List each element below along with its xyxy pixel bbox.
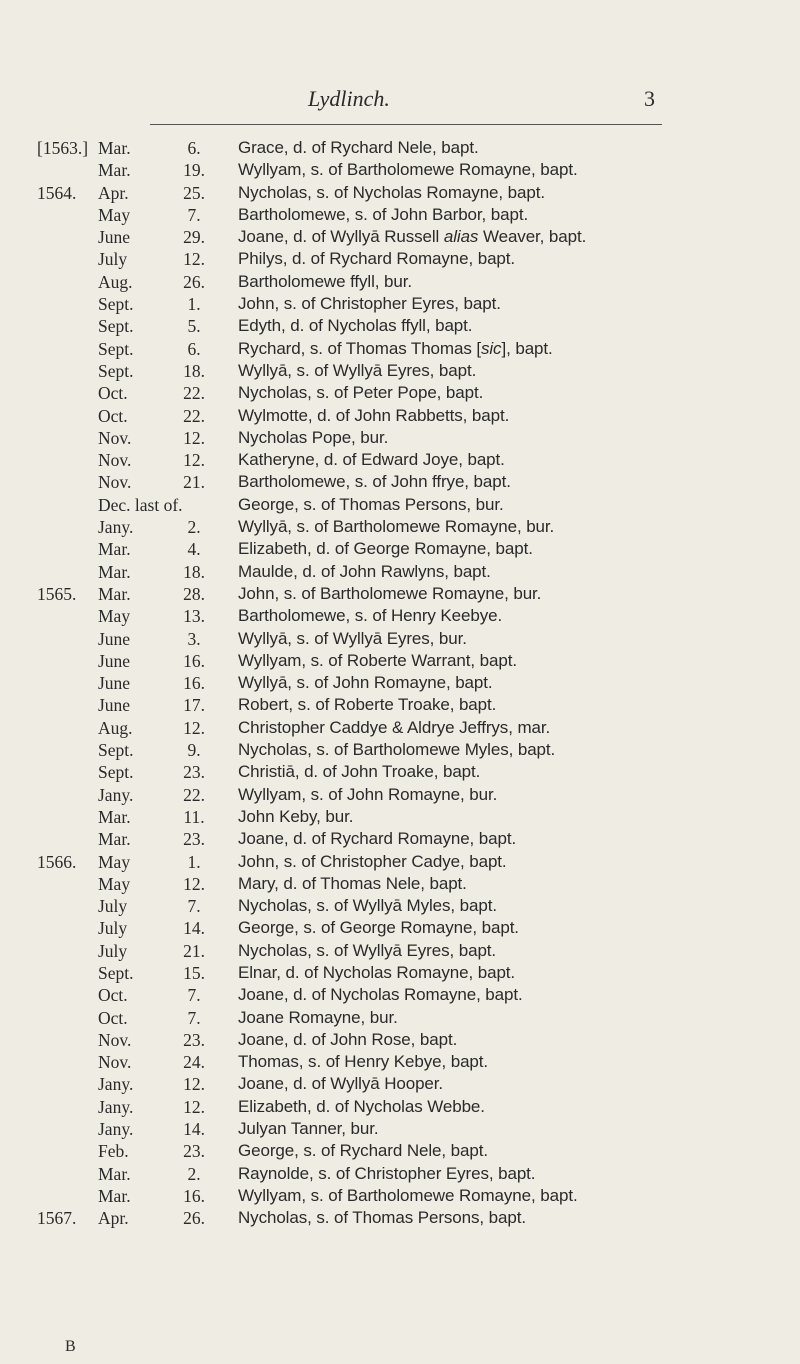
entry-month: July bbox=[98, 918, 128, 939]
register-entry bbox=[0, 984, 800, 1006]
register-entry bbox=[0, 382, 800, 404]
register-entry bbox=[0, 828, 800, 850]
entry-month: May bbox=[98, 606, 131, 627]
register-entry bbox=[0, 338, 800, 360]
entry-month: Nov. bbox=[98, 450, 132, 471]
entry-year: 1565. bbox=[37, 583, 77, 604]
entry-text: Nycholas, s. of Bartholomewe Myles, bapt. bbox=[238, 740, 556, 760]
entry-day: 11. bbox=[183, 806, 205, 827]
register-entry bbox=[0, 895, 800, 917]
register-entry bbox=[0, 494, 800, 516]
page-title: Lydlinch. bbox=[308, 86, 390, 111]
entry-day: 25. bbox=[183, 182, 205, 203]
entry-text: Wyllyā, s. of Wyllyā Eyres, bur. bbox=[238, 628, 467, 648]
register-entry bbox=[0, 137, 800, 159]
entry-text: Bartholomewe, s. of Henry Keebye. bbox=[238, 606, 503, 626]
entry-day: 15. bbox=[183, 962, 205, 983]
entry-day: 18. bbox=[183, 360, 205, 381]
entry-day: 12. bbox=[183, 717, 205, 738]
entry-month: Sept. bbox=[98, 740, 134, 761]
entry-text: Bartholomewe ffyll, bur. bbox=[238, 271, 412, 291]
entry-text: Edyth, d. of Nycholas ffyll, bapt. bbox=[238, 316, 473, 336]
register-entry bbox=[0, 962, 800, 984]
entry-text: Christiā, d. of John Troake, bapt. bbox=[238, 762, 481, 782]
register-entry bbox=[0, 851, 800, 873]
entry-text: George, s. of George Romayne, bapt. bbox=[238, 918, 519, 938]
register-entry bbox=[0, 940, 800, 962]
entry-day: 12. bbox=[183, 1096, 205, 1117]
entry-day: 2. bbox=[187, 1163, 201, 1184]
entry-day: 24. bbox=[183, 1052, 205, 1073]
entry-text: Rychard, s. of Thomas Thomas [sic], bapt. bbox=[238, 338, 553, 358]
entry-day: 21. bbox=[183, 940, 205, 961]
register-entry bbox=[0, 471, 800, 493]
entry-year: 1567. bbox=[37, 1208, 77, 1229]
entry-text: John Keby, bur. bbox=[238, 806, 354, 826]
entry-text: Nycholas, s. of Wyllyā Myles, bapt. bbox=[238, 896, 497, 916]
entry-day: 7. bbox=[187, 1007, 201, 1028]
register-entry bbox=[0, 717, 800, 739]
register-entry bbox=[0, 1140, 800, 1162]
entry-month: Apr. bbox=[98, 182, 129, 203]
entry-month: July bbox=[98, 896, 128, 917]
entry-text: George, s. of Rychard Nele, bapt. bbox=[238, 1141, 488, 1161]
entry-text: Robert, s. of Roberte Troake, bapt. bbox=[238, 695, 497, 715]
register-entry bbox=[0, 917, 800, 939]
entry-month: Sept. bbox=[98, 360, 134, 381]
entry-month: Sept. bbox=[98, 294, 134, 315]
entry-day: 12. bbox=[183, 249, 205, 270]
entry-text: Nycholas, s. of Thomas Persons, bapt. bbox=[238, 1208, 526, 1228]
entry-text: Christopher Caddye & Aldrye Jeffrys, mar. bbox=[238, 717, 551, 737]
entry-day: 21. bbox=[183, 472, 205, 493]
entry-text: Joane, d. of Nycholas Romayne, bapt. bbox=[238, 985, 523, 1005]
register-entry bbox=[0, 650, 800, 672]
entry-month: Mar. bbox=[98, 583, 131, 604]
entry-month: Oct. bbox=[98, 985, 128, 1006]
entry-month: Jany. bbox=[98, 1096, 134, 1117]
entry-month: Mar. bbox=[98, 561, 131, 582]
entry-day: 16. bbox=[183, 673, 205, 694]
entry-month: Nov. bbox=[98, 427, 132, 448]
entry-month: June bbox=[98, 628, 131, 649]
entry-day: 3. bbox=[187, 628, 201, 649]
entry-month: Oct. bbox=[98, 405, 128, 426]
entry-day: 14. bbox=[183, 1119, 205, 1140]
register-entry bbox=[0, 538, 800, 560]
entry-month: Dec. last of. bbox=[98, 494, 183, 515]
entry-day: 7. bbox=[187, 985, 201, 1006]
register-entry bbox=[0, 405, 800, 427]
entry-month: Mar. bbox=[98, 1163, 131, 1184]
entry-day: 23. bbox=[183, 829, 205, 850]
entry-day: 12. bbox=[183, 1074, 205, 1095]
entry-month: Sept. bbox=[98, 316, 134, 337]
register-entry bbox=[0, 694, 800, 716]
register-entry bbox=[0, 583, 800, 605]
entry-day: 23. bbox=[183, 1029, 205, 1050]
entry-month: Nov. bbox=[98, 1052, 132, 1073]
entry-month: Feb. bbox=[98, 1141, 129, 1162]
entry-year: 1566. bbox=[37, 851, 77, 872]
register-entry bbox=[0, 1185, 800, 1207]
register-entry bbox=[0, 1207, 800, 1229]
entry-day: 29. bbox=[183, 227, 205, 248]
entry-text: Wylmotte, d. of John Rabbetts, bapt. bbox=[238, 405, 510, 425]
register-entry bbox=[0, 1163, 800, 1185]
entry-month: Mar. bbox=[98, 806, 131, 827]
register-entry bbox=[0, 427, 800, 449]
entry-day: 22. bbox=[183, 383, 205, 404]
entry-text: Philys, d. of Rychard Romayne, bapt. bbox=[238, 249, 516, 269]
entry-month: Mar. bbox=[98, 539, 131, 560]
entry-day: 19. bbox=[183, 160, 205, 181]
entry-text: John, s. of Bartholomewe Romayne, bur. bbox=[238, 583, 542, 603]
entry-text: Katheryne, d. of Edward Joye, bapt. bbox=[238, 450, 505, 470]
entry-text: Wyllyam, s. of John Romayne, bur. bbox=[238, 784, 498, 804]
entry-month: Sept. bbox=[98, 338, 134, 359]
entry-text: Nycholas, s. of Peter Pope, bapt. bbox=[238, 383, 484, 403]
header-rule bbox=[150, 124, 662, 125]
register-entry bbox=[0, 784, 800, 806]
entry-month: June bbox=[98, 695, 131, 716]
entry-text: Wyllyā, s. of Bartholomewe Romayne, bur. bbox=[238, 517, 555, 537]
entry-day: 5. bbox=[187, 316, 201, 337]
entry-text: Wyllyā, s. of Wyllyā Eyres, bapt. bbox=[238, 360, 477, 380]
entry-day: 12. bbox=[183, 450, 205, 471]
entry-text: John, s. of Christopher Cadye, bapt. bbox=[238, 851, 507, 871]
entry-text: Bartholomewe, s. of John Barbor, bapt. bbox=[238, 204, 529, 224]
entry-day: 6. bbox=[187, 338, 201, 359]
register-entry bbox=[0, 516, 800, 538]
entry-month: Aug. bbox=[98, 717, 133, 738]
entry-year: 1564. bbox=[37, 182, 77, 203]
entry-month: May bbox=[98, 851, 131, 872]
register-entry bbox=[0, 182, 800, 204]
entry-month: Mar. bbox=[98, 829, 131, 850]
entry-day: 22. bbox=[183, 405, 205, 426]
entry-month: Sept. bbox=[98, 962, 134, 983]
entry-text: Elizabeth, d. of George Romayne, bapt. bbox=[238, 539, 533, 559]
entry-text: Thomas, s. of Henry Kebye, bapt. bbox=[238, 1052, 489, 1072]
entry-year: [1563.] bbox=[37, 138, 89, 158]
entry-month: Mar. bbox=[98, 160, 131, 181]
register-entry bbox=[0, 739, 800, 761]
register-entry bbox=[0, 605, 800, 627]
entry-day: 16. bbox=[183, 650, 205, 671]
register-entry bbox=[0, 293, 800, 315]
entry-day: 13. bbox=[183, 606, 205, 627]
entry-month: Jany. bbox=[98, 517, 134, 538]
entry-text: Wyllyā, s. of John Romayne, bapt. bbox=[238, 673, 493, 693]
register-entry bbox=[0, 1118, 800, 1140]
register-entry bbox=[0, 806, 800, 828]
entry-day: 9. bbox=[187, 740, 201, 761]
entry-text: Joane Romayne, bur. bbox=[238, 1007, 398, 1027]
register-entry bbox=[0, 159, 800, 181]
entry-text: Joane, d. of Wyllyā Hooper. bbox=[238, 1074, 444, 1094]
entry-month: Apr. bbox=[98, 1208, 129, 1229]
entry-month: Oct. bbox=[98, 383, 128, 404]
entry-text: Raynolde, s. of Christopher Eyres, bapt. bbox=[238, 1163, 536, 1183]
entry-month: May bbox=[98, 873, 131, 894]
entry-text: George, s. of Thomas Persons, bur. bbox=[238, 494, 504, 514]
entry-month: June bbox=[98, 673, 131, 694]
register-entry bbox=[0, 360, 800, 382]
entry-text: Elizabeth, d. of Nycholas Webbe. bbox=[238, 1096, 485, 1116]
register-entry bbox=[0, 1051, 800, 1073]
register-entry bbox=[0, 561, 800, 583]
entry-day: 26. bbox=[183, 1208, 205, 1229]
register-entry bbox=[0, 1073, 800, 1095]
entry-text: Joane, d. of Wyllyā Russell alias Weaver, bapt. bbox=[238, 227, 587, 247]
entry-month: June bbox=[98, 227, 131, 248]
entry-text: Elnar, d. of Nycholas Romayne, bapt. bbox=[238, 962, 516, 982]
entry-month: Aug. bbox=[98, 271, 133, 292]
entry-month: May bbox=[98, 204, 131, 225]
page-number: 3 bbox=[644, 86, 655, 111]
entry-month: June bbox=[98, 650, 131, 671]
entry-day: 16. bbox=[183, 1185, 205, 1206]
entry-text: Wyllyam, s. of Bartholomewe Romayne, bapt. bbox=[238, 1185, 578, 1205]
entry-month: Mar. bbox=[98, 138, 131, 158]
entry-day: 14. bbox=[183, 918, 205, 939]
signature-mark: B bbox=[65, 1338, 76, 1355]
entry-day: 6. bbox=[187, 138, 201, 158]
entry-month: Sept. bbox=[98, 762, 134, 783]
entry-month: Nov. bbox=[98, 472, 132, 493]
entry-month: Nov. bbox=[98, 1029, 132, 1050]
register-entries bbox=[0, 137, 800, 1230]
entry-month: July bbox=[98, 940, 128, 961]
entry-month: Mar. bbox=[98, 1185, 131, 1206]
entry-text: Wyllyam, s. of Bartholomewe Romayne, bapt. bbox=[238, 160, 578, 180]
entry-day: 7. bbox=[187, 896, 201, 917]
register-entry bbox=[0, 204, 800, 226]
register-entry bbox=[0, 248, 800, 270]
entry-text: Joane, d. of Rychard Romayne, bapt. bbox=[238, 829, 517, 849]
entry-text: Bartholomewe, s. of John ffrye, bapt. bbox=[238, 472, 511, 492]
entry-month: Jany. bbox=[98, 1074, 134, 1095]
entry-day: 18. bbox=[183, 561, 205, 582]
entry-day: 22. bbox=[183, 784, 205, 805]
register-entry bbox=[0, 672, 800, 694]
entry-day: 12. bbox=[183, 427, 205, 448]
entry-text: Grace, d. of Rychard Nele, bapt. bbox=[238, 138, 479, 157]
running-header bbox=[0, 86, 800, 126]
entry-month: Jany. bbox=[98, 784, 134, 805]
entry-text: Maulde, d. of John Rawlyns, bapt. bbox=[238, 561, 491, 581]
entry-day: 28. bbox=[183, 583, 205, 604]
register-entry bbox=[0, 315, 800, 337]
entry-day: 4. bbox=[187, 539, 201, 560]
entry-day: 1. bbox=[187, 294, 201, 315]
register-entry bbox=[0, 761, 800, 783]
register-entry bbox=[0, 271, 800, 293]
entry-text: Nycholas, s. of Wyllyā Eyres, bapt. bbox=[238, 940, 497, 960]
entry-month: July bbox=[98, 249, 128, 270]
entry-day: 17. bbox=[183, 695, 205, 716]
register-entry bbox=[0, 449, 800, 471]
entry-text: Mary, d. of Thomas Nele, bapt. bbox=[238, 873, 467, 893]
entry-text: Julyan Tanner, bur. bbox=[238, 1119, 379, 1139]
register-entry bbox=[0, 1007, 800, 1029]
entry-text: Joane, d. of John Rose, bapt. bbox=[238, 1029, 458, 1049]
entry-day: 26. bbox=[183, 271, 205, 292]
entry-day: 23. bbox=[183, 1141, 205, 1162]
entry-text: Nycholas, s. of Nycholas Romayne, bapt. bbox=[238, 182, 545, 202]
entry-text: John, s. of Christopher Eyres, bapt. bbox=[238, 294, 501, 314]
register-entry bbox=[0, 1029, 800, 1051]
register-entry bbox=[0, 628, 800, 650]
register-entry bbox=[0, 226, 800, 248]
entry-day: 23. bbox=[183, 762, 205, 783]
entry-text: Nycholas Pope, bur. bbox=[238, 427, 389, 447]
entry-day: 7. bbox=[187, 204, 201, 225]
entry-text: Wyllyam, s. of Roberte Warrant, bapt. bbox=[238, 650, 517, 670]
entry-month: Oct. bbox=[98, 1007, 128, 1028]
register-entry bbox=[0, 873, 800, 895]
register-entry bbox=[0, 1096, 800, 1118]
entry-day: 1. bbox=[187, 851, 201, 872]
entry-month: Jany. bbox=[98, 1119, 134, 1140]
entry-day: 2. bbox=[187, 517, 201, 538]
entry-day: 12. bbox=[183, 873, 205, 894]
